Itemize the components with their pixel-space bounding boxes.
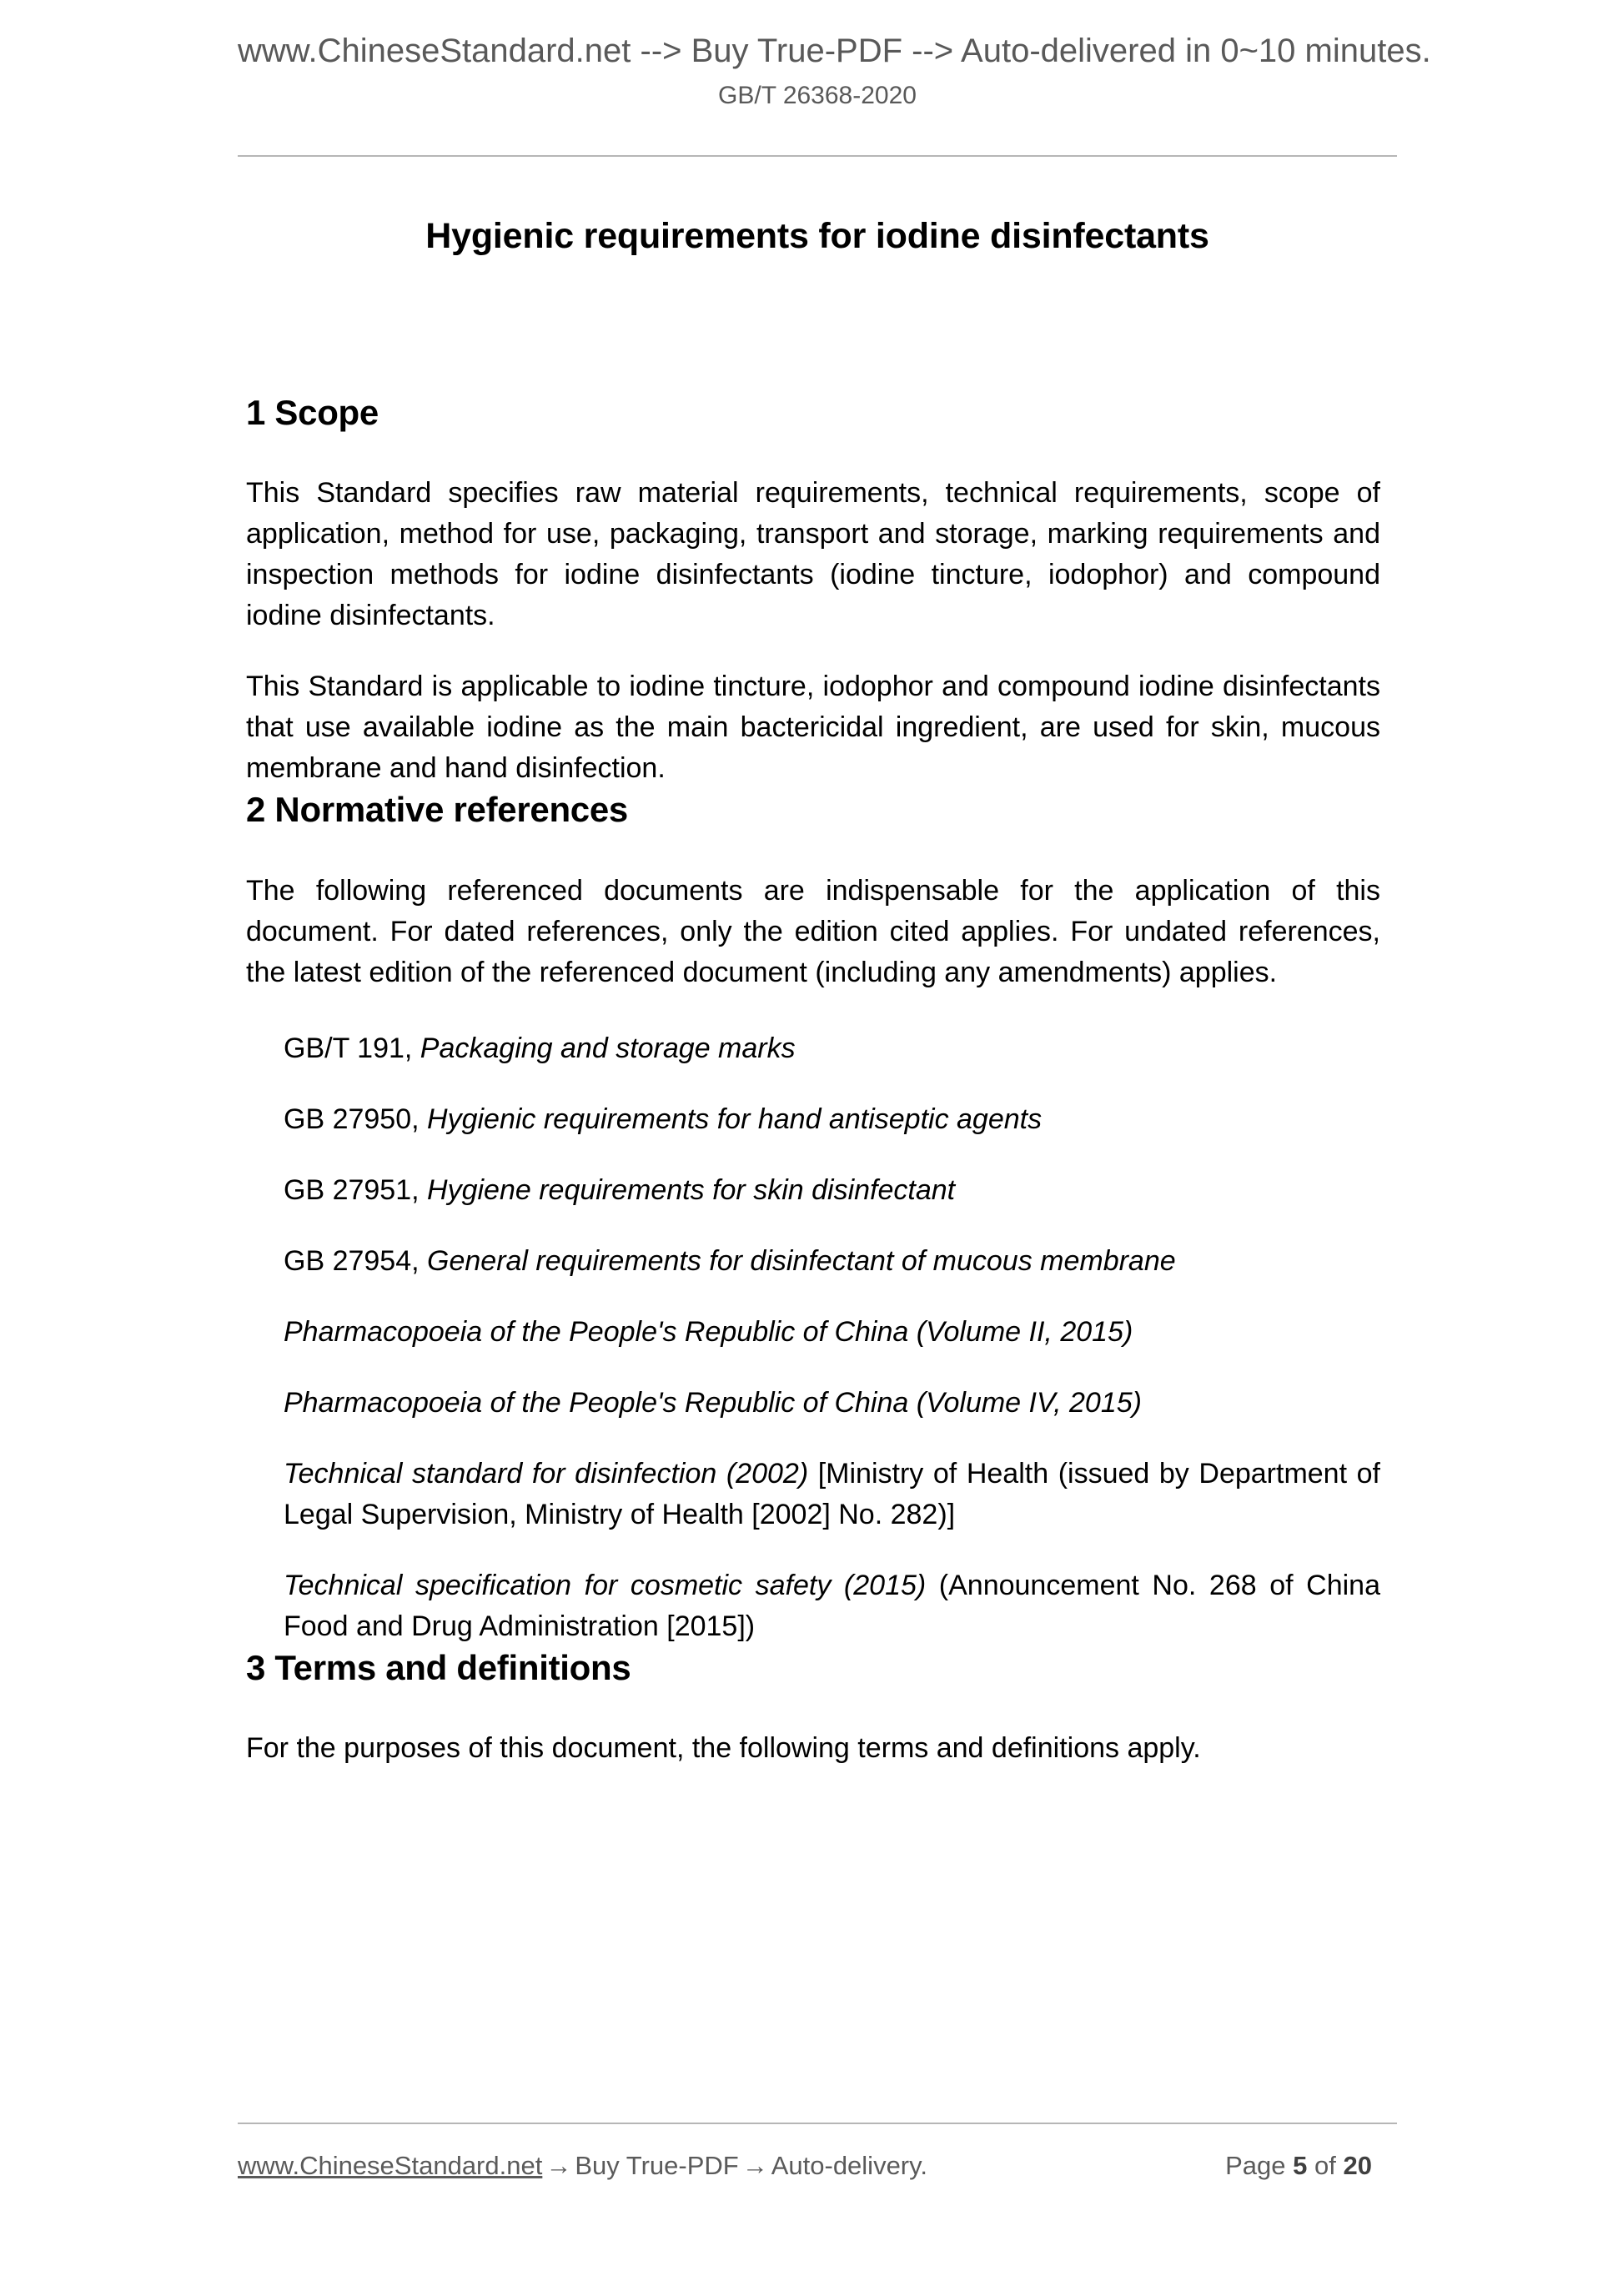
reference-title: Pharmacopoeia of the People's Republic of China (Volume IV, 2015) bbox=[284, 1386, 1142, 1419]
of-label: of bbox=[1314, 2151, 1336, 2180]
footer-promo bbox=[238, 2150, 927, 2181]
section-heading-normative-references: 2 Normative references bbox=[246, 790, 628, 830]
reference-title: Technical specification for cosmetic safety (2015) bbox=[284, 1569, 927, 1601]
normative-reference-list bbox=[246, 1028, 1380, 1647]
list-item bbox=[246, 1170, 1380, 1211]
normative-references-intro: The following referenced documents are indispensable for the application of this document. For dated references, only the edition cited applies. For undated references, the latest edition of the referenced document (including any amendments) applies. bbox=[246, 874, 1380, 988]
reference-title: Hygienic requirements for hand antiseptic agents bbox=[427, 1103, 1043, 1135]
list-item bbox=[246, 1312, 1380, 1353]
list-item bbox=[246, 1454, 1380, 1535]
total-page-count: 20 bbox=[1343, 2151, 1372, 2180]
page-footer bbox=[238, 2150, 1397, 2181]
scope-paragraph-2: This Standard is applicable to iodine tincture, iodophor and compound iodine disinfectants that use available iodine as the main bactericidal ingredient, are used for skin, mucous membrane and hand disinfection. bbox=[246, 671, 1380, 785]
arrow-right-icon: → bbox=[741, 2151, 768, 2180]
page-indicator bbox=[1225, 2150, 1397, 2181]
scope-paragraph-1: This Standard specifies raw material requirements, technical requirements, scope of application, method for use, packaging, transport and storage, marking requirements and inspection methods for iodine disinfectants (iodine tincture, iodophor) and compound iodine disinfectants. bbox=[246, 477, 1380, 632]
list-item bbox=[246, 1241, 1380, 1282]
list-item bbox=[246, 1099, 1380, 1140]
reference-prefix: GB 27954, bbox=[284, 1244, 428, 1277]
footer-delivery-text: Auto-delivery. bbox=[771, 2151, 927, 2180]
header-promo-text: www.ChineseStandard.net --> Buy True-PDF --> Auto-delivered in 0~10 minutes. bbox=[238, 33, 1431, 69]
terms-paragraph-1: For the purposes of this document, the following terms and definitions apply. bbox=[246, 1732, 1201, 1765]
reference-title: Packaging and storage marks bbox=[420, 1032, 796, 1064]
list-item bbox=[246, 1383, 1380, 1424]
list-item bbox=[246, 1565, 1380, 1647]
header-divider bbox=[238, 155, 1397, 157]
document-content bbox=[246, 392, 1380, 1769]
arrow-right-icon: → bbox=[545, 2151, 572, 2180]
reference-title: Pharmacopoeia of the People's Republic of China (Volume II, 2015) bbox=[284, 1315, 1133, 1348]
reference-title: Hygiene requirements for skin disinfectant bbox=[427, 1173, 956, 1206]
reference-prefix: GB/T 191, bbox=[284, 1032, 420, 1064]
reference-suffix: [Ministry of Health (issued by Department of Legal Supervision, Ministry of Health [2002] No. 282)] bbox=[284, 1457, 1380, 1530]
page-label: Page bbox=[1225, 2151, 1286, 2180]
list-item bbox=[246, 1028, 1380, 1069]
section-heading-terms-and-definitions: 3 Terms and definitions bbox=[246, 1647, 631, 1687]
reference-title: Technical standard for disinfection (2002) bbox=[284, 1457, 809, 1490]
section-heading-scope: 1 Scope bbox=[246, 393, 379, 432]
footer-buy-text: Buy True-PDF bbox=[575, 2151, 739, 2180]
reference-prefix: GB 27951, bbox=[284, 1173, 428, 1206]
footer-divider bbox=[238, 2123, 1397, 2124]
reference-prefix: GB 27950, bbox=[284, 1103, 428, 1135]
page-header bbox=[238, 32, 1431, 111]
reference-suffix: (Announcement No. 268 of China Food and Drug Administration [2015]) bbox=[284, 1569, 1380, 1642]
header-standard-number: GB/T 26368-2020 bbox=[718, 82, 917, 109]
page-title: Hygienic requirements for iodine disinfectants bbox=[425, 215, 1209, 256]
reference-title: General requirements for disinfectant of mucous membrane bbox=[427, 1244, 1176, 1277]
current-page-number: 5 bbox=[1293, 2151, 1308, 2180]
footer-website-link[interactable]: www.ChineseStandard.net bbox=[238, 2151, 543, 2180]
